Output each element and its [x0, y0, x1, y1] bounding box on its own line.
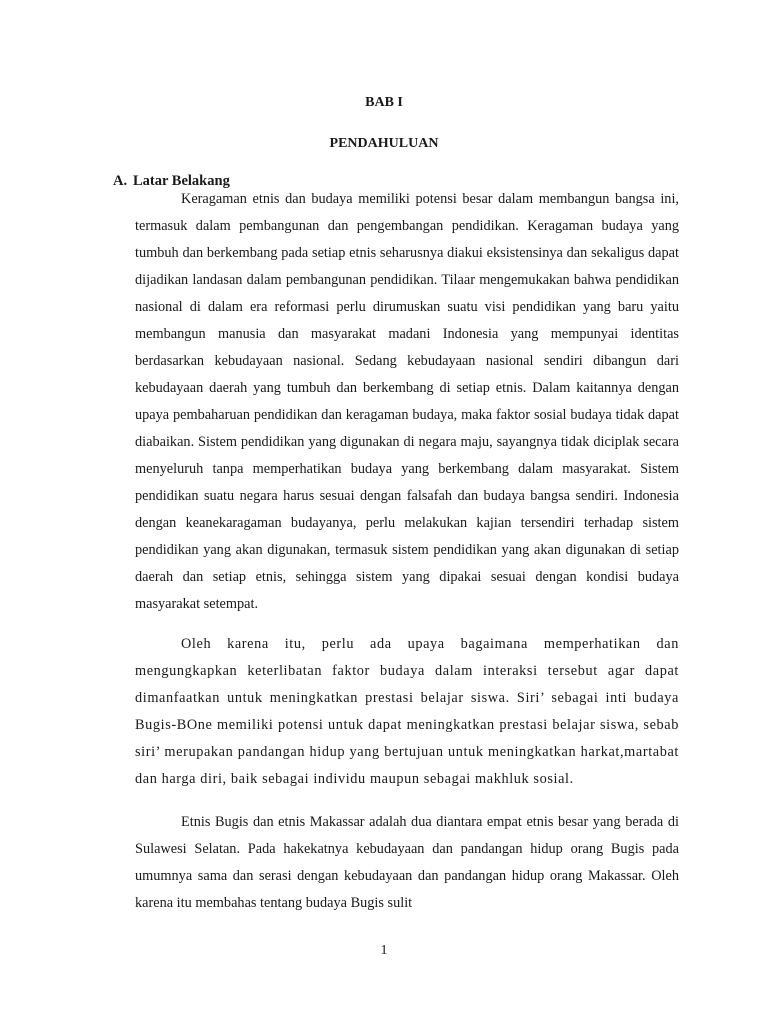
section-title: Latar Belakang: [133, 173, 230, 189]
body-paragraph: Oleh karena itu, perlu ada upaya bagaimana memperhatikan dan mengungkapkan keterlibatan faktor budaya dalam interaksi tersebut agar dapat dimanfaatkan untuk meningkatkan prestasi belajar siswa. Siri’ sebagai inti budaya Bugis-BOne memiliki potensi untuk dapat meningkatkan prestasi belajar siswa, sebab siri’ merupakan pandangan hidup yang bertujuan untuk meningkatkan harkat,martabat dan harga diri, baik sebagai individu maupun sebagai makhluk sosial.: [135, 636, 679, 787]
body-paragraph: Keragaman etnis dan budaya memiliki potensi besar dalam membangun bangsa ini, termasuk dalam pembangunan dan pengembangan pendidikan. Keragaman budaya yang tumbuh dan berkembang pada setiap etnis seharusnya diakui eksistensinya dan sekaligus dapat dijadikan landasan dalam pembangunan pendidikan. Tilaar mengemukakan bahwa pendidikan nasional di dalam era reformasi perlu dirumuskan suatu visi pendidikan yang baru yaitu membangun manusia dan masyarakat madani Indonesia yang mempunyai identitas berdasarkan kebudayaan nasional. Sedang kebudayaan nasional sendiri dibangun dari kebudayaan daerah yang tumbuh dan berkembang di setiap etnis. Dalam kaitannya dengan upaya pembaharuan pendidikan dan keragaman budaya, maka faktor sosial budaya tidak dapat diabaikan. Sistem pendidikan yang digunakan di negara maju, sayangnya tidak diciplak secara menyeluruh tanpa memperhatikan budaya yang berkembang dalam masyarakat. Sistem pendidikan suatu negara harus sesuai dengan falsafah dan budaya bangsa sendiri. Indonesia dengan keanekaragaman budayanya, perlu melakukan kajian tersendiri terhadap sistem pendidikan yang akan digunakan, termasuk sistem pendidikan yang akan digunakan di setiap daerah dan setiap etnis, sehingga sistem yang dipakai sesuai dengan kondisi budaya masyarakat setempat.: [135, 191, 679, 612]
chapter-number: BAB I: [365, 95, 403, 110]
page-number: 1: [380, 943, 388, 958]
section-letter: A.: [113, 173, 128, 189]
chapter-title: PENDAHULUAN: [329, 136, 439, 151]
body-paragraph: Etnis Bugis dan etnis Makassar adalah dua diantara empat etnis besar yang berada di Sulawesi Selatan. Pada hakekatnya kebudayaan dan pandangan hidup orang Bugis pada umumnya sama dan serasi dengan kebudayaan dan pandangan hidup orang Makassar. Oleh karena itu membahas tentang budaya Bugis sulit: [135, 814, 679, 911]
